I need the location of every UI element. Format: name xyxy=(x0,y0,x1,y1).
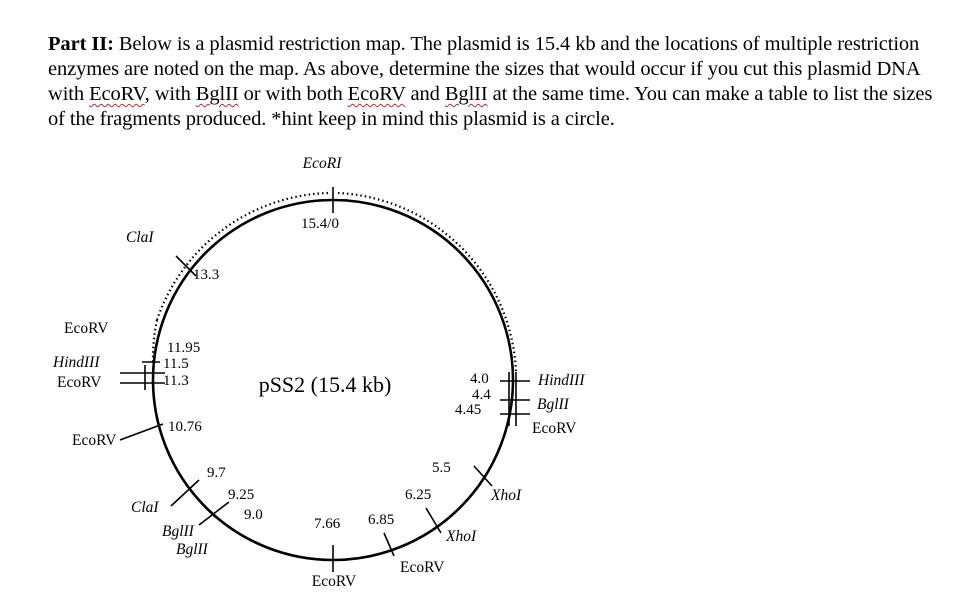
question-text-5: at the same time. You can make a table to list the sizes of the fragments produced. *hint keep in mind this plasmid is a circle. xyxy=(48,83,933,130)
question-text-3: or with both xyxy=(238,83,348,105)
word-ecorv-2: EcoRV xyxy=(347,83,406,105)
label-pos-9-7: 9.7 xyxy=(207,465,226,481)
label-xhoi-bottom: XhoI xyxy=(446,528,477,545)
label-pos-7-66: 7.66 xyxy=(314,516,341,532)
label-hindiii-left: HindIII xyxy=(53,354,100,371)
dotted-arc-right xyxy=(338,193,516,372)
label-pos-13-3: 13.3 xyxy=(193,267,220,283)
tick-ecorv-10-76 xyxy=(120,424,163,440)
label-ecorv-left-2: EcoRV xyxy=(57,374,102,391)
label-bglii-right: BglII xyxy=(537,396,569,413)
label-bglii-bottom-2: BglII xyxy=(176,541,208,558)
word-bglii-1: BglII xyxy=(195,83,239,105)
label-pos-4-4: 4.4 xyxy=(472,387,491,403)
label-hindiii-right: HindIII xyxy=(538,372,585,389)
label-pos-10-76: 10.76 xyxy=(168,419,202,435)
question-text-1: Below is a plasmid restriction map. The plasmid is 15.4 kb and the locations of multiple restriction enzymes are noted on the map. As above, determine the sizes that would occur if you cut this plasmid DNA with xyxy=(48,33,920,105)
label-ecorv-right: EcoRV xyxy=(532,420,577,437)
label-xhoi-right: XhoI xyxy=(491,487,522,504)
label-ecorv-bottom-1: EcoRV xyxy=(311,573,357,590)
label-pos-4-0: 4.0 xyxy=(470,371,489,387)
label-ecori: EcoRI xyxy=(302,155,342,172)
label-pos-11-3: 11.3 xyxy=(163,373,189,389)
word-bglii-2: BglII xyxy=(444,83,488,105)
label-pos-11-5: 11.5 xyxy=(163,356,189,372)
label-ecorv-bottom-2: EcoRV xyxy=(400,559,445,576)
question-text-2: , with xyxy=(144,83,196,105)
label-ecorv-left-3: EcoRV xyxy=(72,432,117,449)
label-pos-6-85: 6.85 xyxy=(368,512,395,528)
tick-bglii-9-0 xyxy=(205,507,215,517)
question-text-4: and xyxy=(405,83,445,105)
label-pos-9-25: 9.25 xyxy=(228,487,255,503)
label-pos-9-0: 9.0 xyxy=(244,507,263,523)
label-pos-11-95: 11.95 xyxy=(167,340,201,356)
word-ecorv-1: EcoRV xyxy=(89,83,145,105)
label-bglii-bottom-1: BglII xyxy=(162,523,194,540)
label-pos-4-45: 4.45 xyxy=(455,402,482,418)
part-heading: Part II: xyxy=(48,33,114,55)
label-ecorv-left-1: EcoRV xyxy=(64,320,109,337)
label-pos-5-5: 5.5 xyxy=(432,460,451,476)
label-pos-6-25: 6.25 xyxy=(405,487,432,503)
plasmid-name: pSS2 (15.4 kb) xyxy=(258,372,392,397)
label-pos-15-4: 15.4/0 xyxy=(301,216,339,232)
label-clai-left: ClaI xyxy=(126,229,154,246)
dotted-arc-left xyxy=(157,193,328,320)
label-clai-bottom: ClaI xyxy=(131,499,159,516)
